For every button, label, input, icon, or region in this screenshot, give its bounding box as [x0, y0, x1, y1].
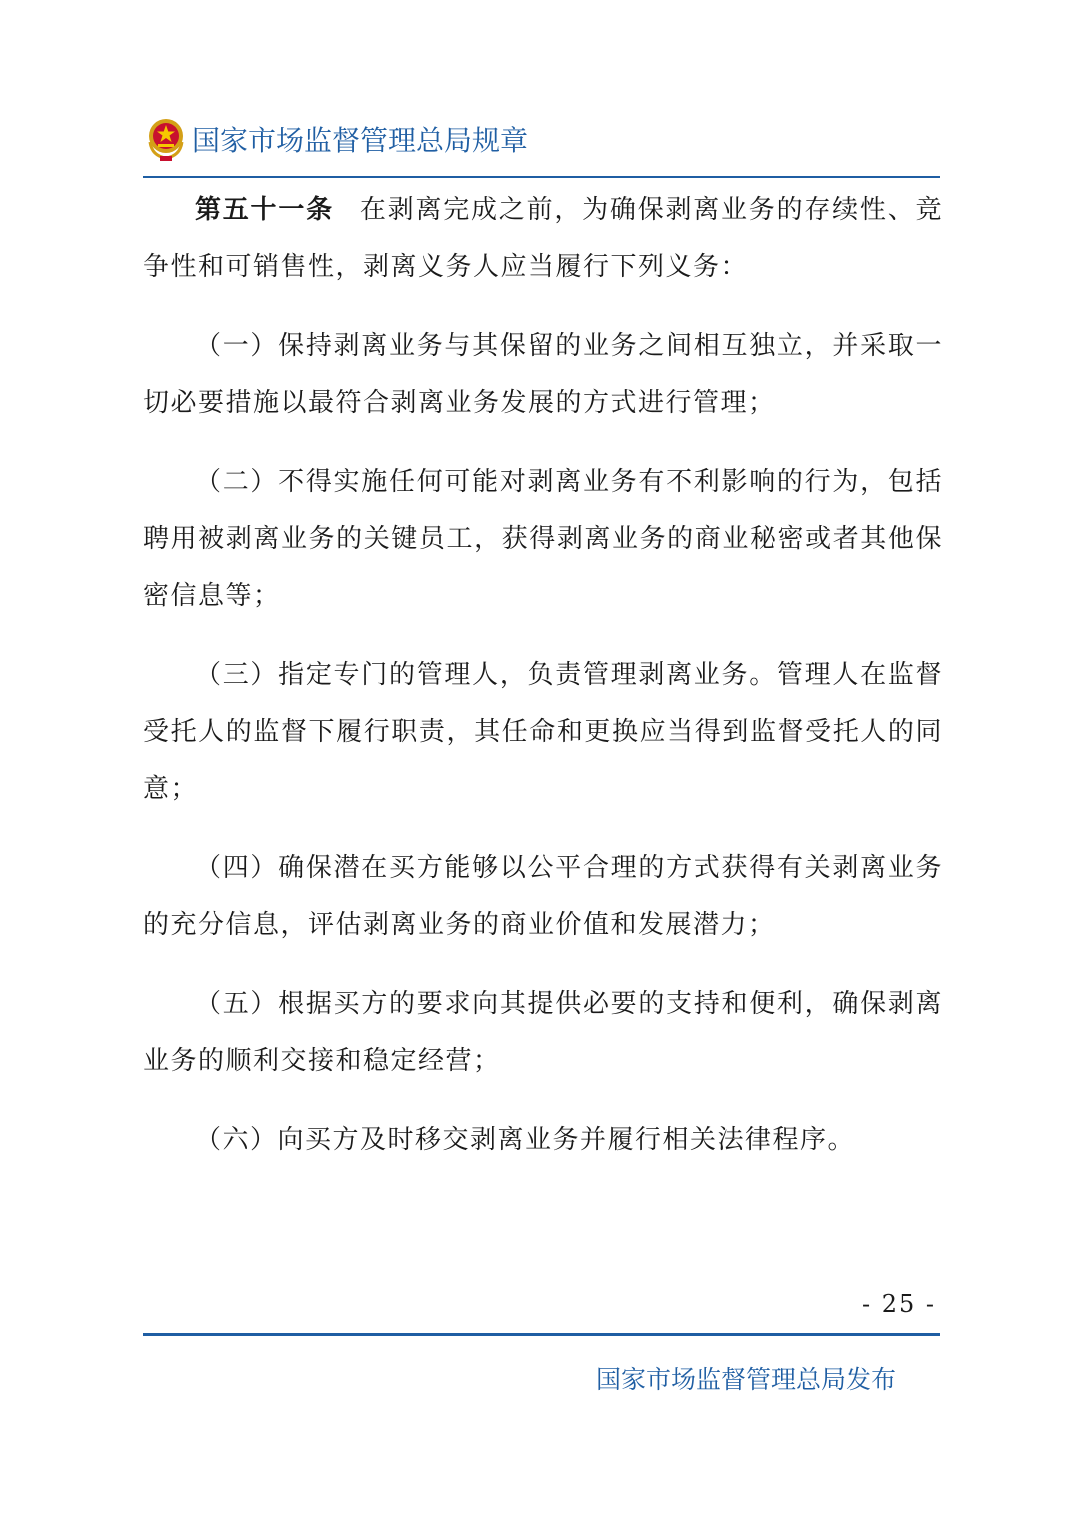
footer-publisher: 国家市场监督管理总局发布	[596, 1365, 897, 1394]
page-header	[146, 114, 528, 164]
national-emblem-icon	[146, 116, 186, 162]
footer-divider	[143, 1333, 940, 1336]
article-item: （四）确保潜在买方能够以公平合理的方式获得有关剥离业务的充分信息，评估剥离业务的商业价值和发展潜力；	[143, 853, 943, 940]
article-item: （一）保持剥离业务与其保留的业务之间相互独立，并采取一切必要措施以最符合剥离业务发展的方式进行管理；	[143, 331, 943, 418]
page-number: - 25 -	[862, 1290, 937, 1318]
article-intro-text: 在剥离完成之前，为确保剥离业务的存续性、竞争性和可销售性，剥离义务人应当履行下列义务：	[143, 195, 943, 282]
article-item: （五）根据买方的要求向其提供必要的支持和便利，确保剥离业务的顺利交接和稳定经营；	[143, 989, 943, 1076]
header-title: 国家市场监督管理总局规章	[192, 124, 529, 157]
header-divider	[143, 176, 940, 178]
article-item: （二）不得实施任何可能对剥离业务有不利影响的行为，包括聘用被剥离业务的关键员工，获得剥离业务的商业秘密或者其他保密信息等；	[143, 467, 943, 611]
article-body	[143, 182, 943, 1191]
article-intro-paragraph	[143, 182, 943, 296]
article-item: （六）向买方及时移交剥离业务并履行相关法律程序。	[195, 1125, 856, 1155]
article-number: 第五十一条	[195, 195, 334, 225]
article-item: （三）指定专门的管理人，负责管理剥离业务。管理人在监督受托人的监督下履行职责，其任命和更换应当得到监督受托人的同意；	[143, 660, 943, 804]
